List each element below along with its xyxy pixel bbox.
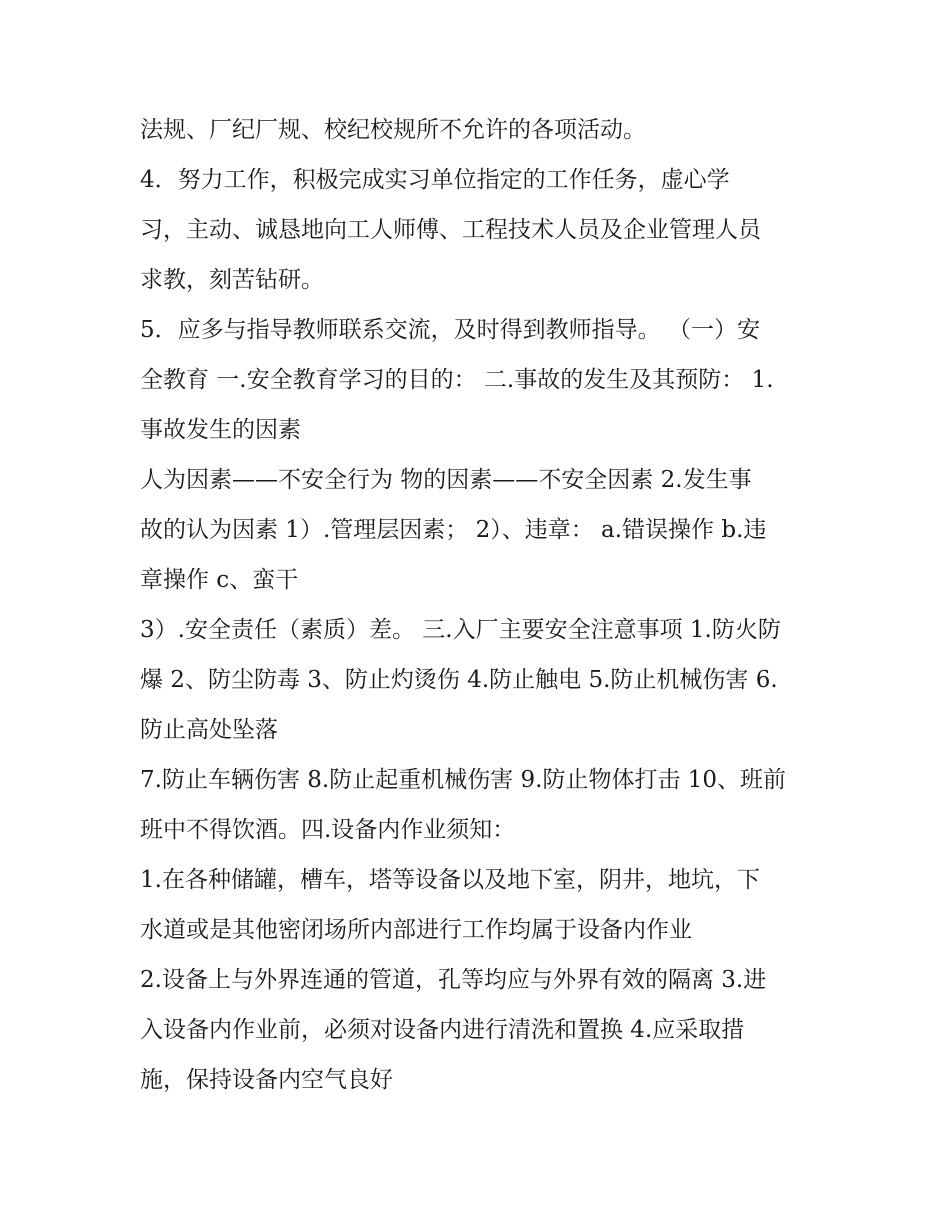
body-text: [140, 105, 820, 1105]
text-line-15: 班中不得饮酒。四.设备内作业须知：: [140, 817, 516, 843]
text-line-2: 4．努力工作，积极完成实习单位指定的工作任务，虚心学: [140, 167, 730, 193]
text-line-1: 法规、厂纪厂规、校纪校规所不允许的各项活动。: [140, 117, 646, 143]
text-line-16: 1.在各种储罐，槽车，塔等设备以及地下室，阴井，地坑，下: [140, 867, 760, 893]
text-line-13: 防止高处坠落: [140, 717, 278, 743]
text-line-8: 人为因素——不安全行为 物的因素——不安全因素 2.发生事: [140, 467, 752, 493]
text-line-14: 7.防止车辆伤害 8.防止起重机械伤害 9.防止物体打击 10、班前: [140, 767, 787, 793]
text-line-7: 事故发生的因素: [140, 417, 301, 443]
text-line-18: 2.设备上与外界连通的管道，孔等均应与外界有效的隔离 3.进: [140, 967, 767, 993]
text-line-20: 施，保持设备内空气良好: [140, 1067, 393, 1093]
text-line-3: 习，主动、诚恳地向工人师傅、工程技术人员及企业管理人员: [140, 217, 761, 243]
text-line-17: 水道或是其他密闭场所内部进行工作均属于设备内作业: [140, 917, 692, 943]
text-line-9: 故的认为因素 1）.管理层因素； 2）、违章： a.错误操作 b.违: [140, 517, 767, 543]
text-line-6: 全教育 一.安全教育学习的目的： 二.事故的发生及其预防： 1.: [140, 367, 774, 393]
text-line-10: 章操作 c、蛮干: [140, 567, 299, 593]
text-line-4: 求教，刻苦钻研。: [140, 267, 324, 293]
text-line-19: 入设备内作业前，必须对设备内进行清洗和置换 4.应采取措: [140, 1017, 745, 1043]
text-line-5: 5．应多与指导教师联系交流，及时得到教师指导。 （一）安: [140, 317, 760, 343]
text-line-12: 爆 2、防尘防毒 3、防止灼烫伤 4.防止触电 5.防止机械伤害 6.: [140, 667, 778, 693]
text-line-11: 3）.安全责任（素质）差。 三.入厂主要安全注意事项 1.防火防: [140, 617, 781, 643]
